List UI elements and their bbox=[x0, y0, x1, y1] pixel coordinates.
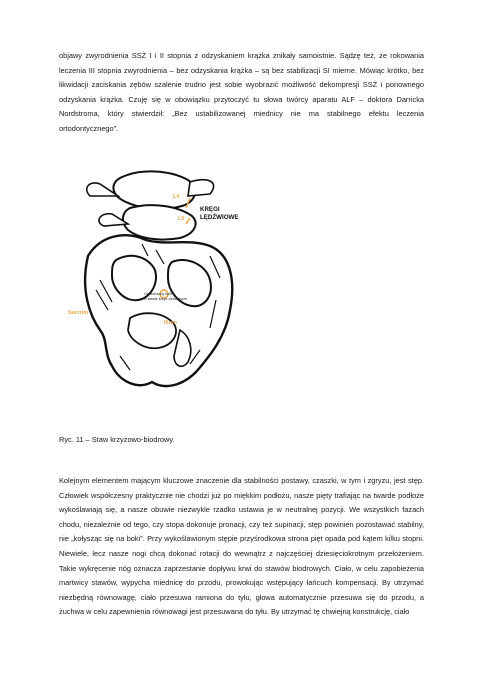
figure-caption: Ryc. 11 – Staw krzyżowo-biodrowy. bbox=[59, 435, 175, 444]
label-ilium: Ilium bbox=[164, 320, 177, 326]
label-sacrum: Sacrum bbox=[68, 310, 89, 316]
body-paragraph-1: objawy zwyrodnienia SSŻ I i II stopnia z odzyskaniem krążka znikały samoistnie. Sądzę też, że rokowania leczenia III stopnia zwyrodnienia – bez odzyskania krążka – są bez stabilizacji SI mierne. Mówiąc krótko, bez likwidacji zaciskania zębów szalenie trudno jest sobie wyobrazić możliwość dekompresji SSŻ i ponownego odzyskania krążka. Czuję się w obowiązku przytoczyć tu słowa twórcy aparatu ALF – doktora Darricka Nordstroma, który stwierdził: „Bez ustabilizowanej miednicy nie ma stabilnego efektu leczenia ortodontycznego”. bbox=[59, 51, 424, 133]
label-lumbar-vertebrae bbox=[200, 206, 239, 222]
label-l4: L4 bbox=[173, 194, 180, 200]
pelvis-bone-drawing bbox=[85, 235, 232, 386]
label-l5: L5 bbox=[178, 216, 185, 222]
label-lumbar-vertebrae-line-2: LĘDŹWIOWE bbox=[200, 214, 239, 221]
label-limited-motion-line-2: w stawie krzyż.-biodrowym bbox=[144, 297, 187, 301]
label-lumbar-vertebrae-line-1: KRĘGI bbox=[200, 206, 220, 213]
label-limited-motion-line-1: Ograniczony ruch bbox=[144, 292, 173, 296]
pelvis-illustration bbox=[60, 160, 260, 410]
sacroiliac-joint-figure bbox=[60, 160, 260, 410]
lumbar-vertebrae-drawing bbox=[87, 171, 214, 239]
label-limited-motion bbox=[144, 292, 187, 302]
body-paragraph-2: Kolejnym elementem mającym kluczowe znaczenie dla stabilności postawy, czaszki, w tym i zgryzu, jest stęp. Człowiek współczesny praktycznie nie chodzi już po miękkim podłożu, nasze pięty trafiając na twarde podłoże wykoślawiają się, a nasze obuwie niezwykle rzadko ustawia je w neutralnej pozycji. We wszystkich fazach chodu, niezależnie od tego, czy stopa dokonuje pronacji, czy też supinacji, stęp powinien pozostawać stabilny, nie „kołysząc się na boki”. Przy wykoślawionym stępie przyśrodkowa strona pięt opada pod kątem kilku stopni. Niewiele, lecz nasze nogi chcą dokonać rotacji do wewnątrz z najczęściej dziesięciokrotnym przełożeniem. Takie wykręcenie nóg oznacza zaprzestanie dopływu krwi do stawów biodrowych. Ciało, w celu zapobieżenia martwicy stawów, wypycha miednicę do przodu, prowokując wstępujący łańcuch kompensacji. By utrzymać niezbędną równowagę, ciało przesuwa ramiona do tyłu, głowa automatycznie przesuwa się do przodu, a żuchwa w celu zapewnienia równowagi jest przesuwana do tyłu. By utrzymać tę chwiejną konstrukcję, ciało bbox=[59, 476, 424, 617]
